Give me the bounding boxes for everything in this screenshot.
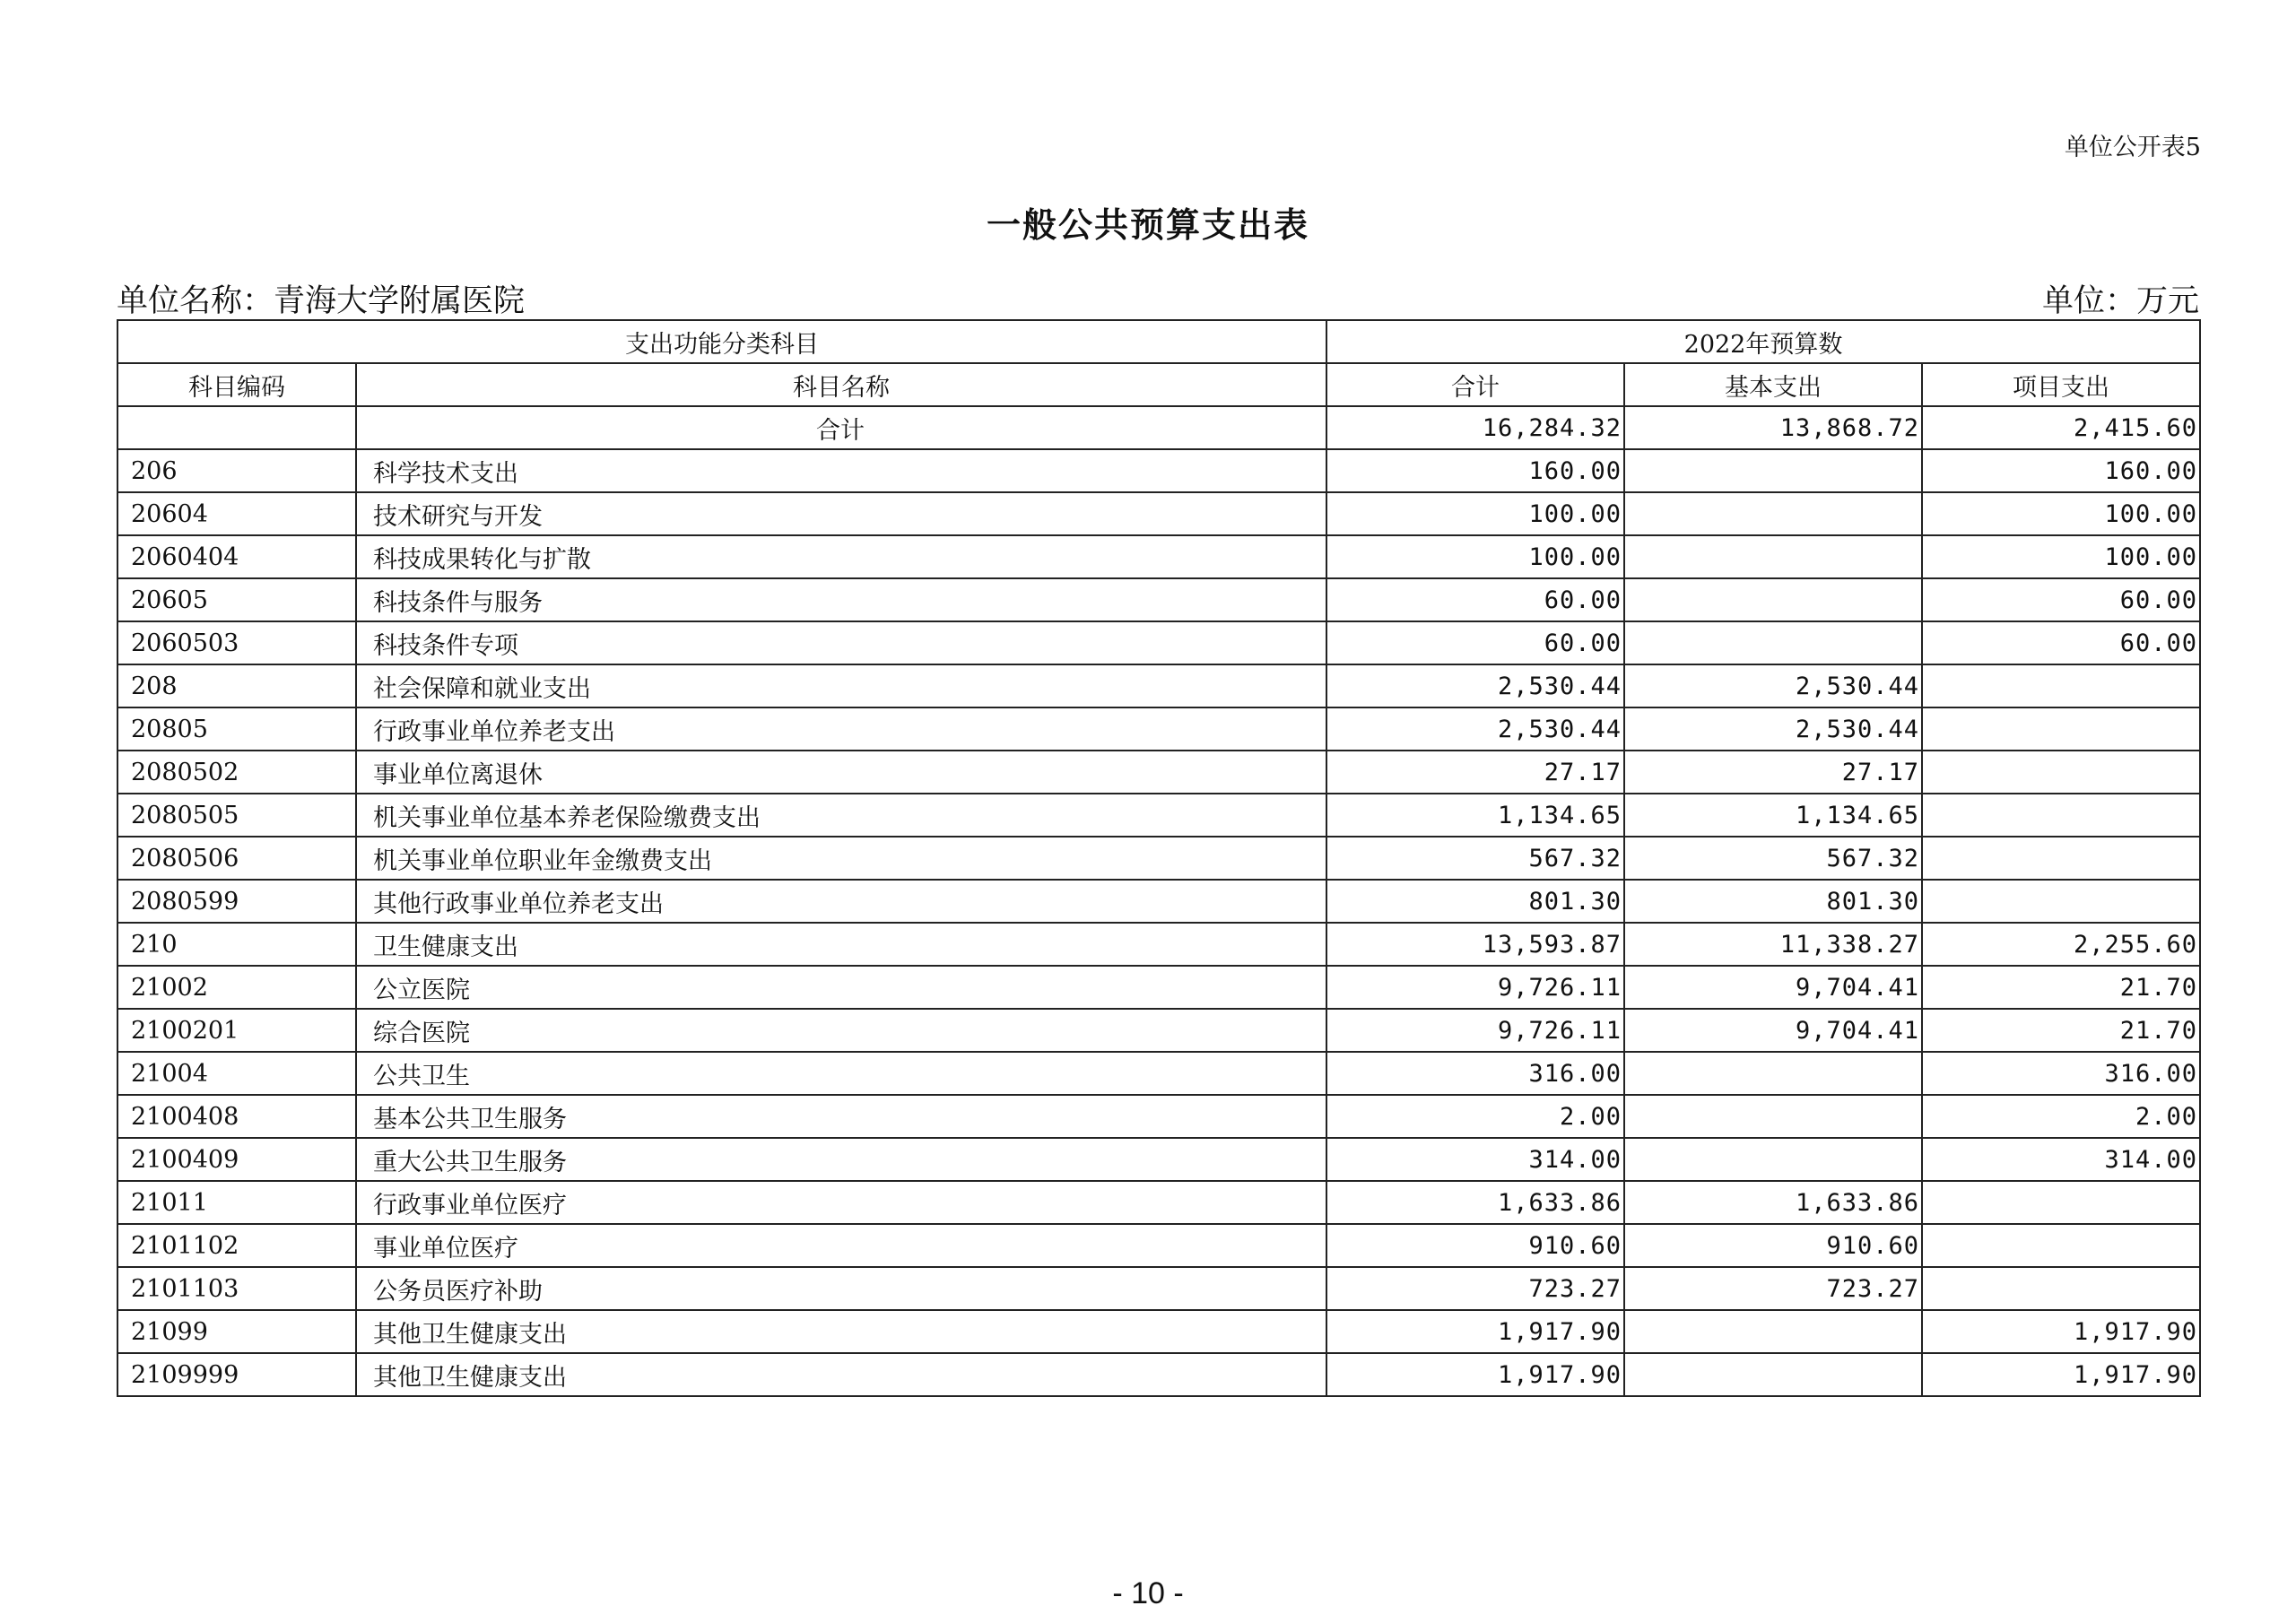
table-row [117,1310,2200,1353]
row-name: 事业单位离退休 [356,751,1326,794]
row-project [1922,751,2200,794]
row-name: 综合医院 [356,1009,1326,1052]
page-title: 一般公共预算支出表 [986,204,1309,245]
row-basic [1624,1138,1922,1181]
table-meta-row [117,276,2199,319]
table-row [117,966,2200,1009]
row-code: 206 [117,449,356,492]
total-row-code [117,406,356,449]
row-project: 100.00 [1922,492,2200,535]
row-code: 2101102 [117,1224,356,1267]
table-row [117,1052,2200,1095]
row-total: 723.27 [1326,1267,1624,1310]
row-project [1922,664,2200,707]
row-code: 21002 [117,966,356,1009]
table-row [117,1224,2200,1267]
row-project [1922,1224,2200,1267]
row-project: 1,917.90 [1922,1353,2200,1396]
row-code: 21004 [117,1052,356,1095]
row-total: 1,917.90 [1326,1353,1624,1396]
row-basic: 2,530.44 [1624,707,1922,751]
row-code: 208 [117,664,356,707]
table-row [117,1267,2200,1310]
form-number-label: 单位公开表5 [2064,134,2201,161]
row-total: 316.00 [1326,1052,1624,1095]
table-row [117,664,2200,707]
row-code: 2101103 [117,1267,356,1310]
row-name: 其他行政事业单位养老支出 [356,880,1326,923]
header-basic: 基本支出 [1624,363,1922,406]
row-code: 20605 [117,578,356,621]
row-name: 重大公共卫生服务 [356,1138,1326,1181]
row-total: 314.00 [1326,1138,1624,1181]
row-project [1922,880,2200,923]
row-code: 2109999 [117,1353,356,1396]
row-total: 9,726.11 [1326,1009,1624,1052]
row-name: 卫生健康支出 [356,923,1326,966]
row-code: 20805 [117,707,356,751]
row-total: 1,917.90 [1326,1310,1624,1353]
row-code: 2080506 [117,837,356,880]
unit-measure-label: 单位：万元 [2041,283,2199,319]
table-row [117,535,2200,578]
row-project [1922,707,2200,751]
row-basic: 567.32 [1624,837,1922,880]
row-basic [1624,578,1922,621]
row-name: 基本公共卫生服务 [356,1095,1326,1138]
row-code: 210 [117,923,356,966]
row-total: 27.17 [1326,751,1624,794]
page-number: - 10 - [1112,1576,1184,1610]
row-name: 科技条件专项 [356,621,1326,664]
row-basic: 1,134.65 [1624,794,1922,837]
row-total: 910.60 [1326,1224,1624,1267]
table-row [117,621,2200,664]
total-row-basic: 13,868.72 [1624,406,1922,449]
row-code: 2060503 [117,621,356,664]
row-total: 801.30 [1326,880,1624,923]
row-project: 2.00 [1922,1095,2200,1138]
row-project: 100.00 [1922,535,2200,578]
row-name: 公立医院 [356,966,1326,1009]
row-name: 机关事业单位职业年金缴费支出 [356,837,1326,880]
header-group-row [117,320,2200,363]
row-code: 2060404 [117,535,356,578]
row-project: 160.00 [1922,449,2200,492]
header-column-row [117,363,2200,406]
row-basic: 9,704.41 [1624,966,1922,1009]
header-total: 合计 [1326,363,1624,406]
row-project: 314.00 [1922,1138,2200,1181]
unit-name-label: 单位名称：青海大学附属医院 [117,283,526,319]
row-total: 60.00 [1326,621,1624,664]
row-project: 60.00 [1922,621,2200,664]
row-total: 160.00 [1326,449,1624,492]
row-name: 机关事业单位基本养老保险缴费支出 [356,794,1326,837]
row-code: 2100409 [117,1138,356,1181]
row-total: 100.00 [1326,492,1624,535]
row-project: 60.00 [1922,578,2200,621]
row-total: 2.00 [1326,1095,1624,1138]
header-code: 科目编码 [117,363,356,406]
table-row [117,707,2200,751]
header-project: 项目支出 [1922,363,2200,406]
row-total: 2,530.44 [1326,664,1624,707]
row-project [1922,837,2200,880]
row-basic: 2,530.44 [1624,664,1922,707]
row-name: 其他卫生健康支出 [356,1310,1326,1353]
row-project: 2,255.60 [1922,923,2200,966]
row-name: 科技条件与服务 [356,578,1326,621]
row-basic [1624,492,1922,535]
total-row-project: 2,415.60 [1922,406,2200,449]
row-name: 其他卫生健康支出 [356,1353,1326,1396]
row-basic [1624,449,1922,492]
row-code: 2080505 [117,794,356,837]
row-code: 2100408 [117,1095,356,1138]
row-code: 2080599 [117,880,356,923]
row-name: 科学技术支出 [356,449,1326,492]
row-total: 60.00 [1326,578,1624,621]
row-total: 1,134.65 [1326,794,1624,837]
table-row [117,578,2200,621]
row-project [1922,1267,2200,1310]
row-name: 行政事业单位医疗 [356,1181,1326,1224]
header-functional-classification: 支出功能分类科目 [117,320,1326,363]
row-basic: 910.60 [1624,1224,1922,1267]
table-row [117,923,2200,966]
row-name: 社会保障和就业支出 [356,664,1326,707]
row-name: 技术研究与开发 [356,492,1326,535]
row-name: 行政事业单位养老支出 [356,707,1326,751]
table-row [117,880,2200,923]
row-basic: 801.30 [1624,880,1922,923]
row-code: 20604 [117,492,356,535]
row-project: 1,917.90 [1922,1310,2200,1353]
row-basic: 27.17 [1624,751,1922,794]
row-basic [1624,535,1922,578]
row-basic [1624,1353,1922,1396]
row-code: 2080502 [117,751,356,794]
row-basic [1624,1310,1922,1353]
row-total: 1,633.86 [1326,1181,1624,1224]
header-name: 科目名称 [356,363,1326,406]
row-total: 567.32 [1326,837,1624,880]
table-row [117,1009,2200,1052]
total-row [117,406,2200,449]
row-name: 科技成果转化与扩散 [356,535,1326,578]
row-total: 9,726.11 [1326,966,1624,1009]
total-row-total: 16,284.32 [1326,406,1624,449]
total-row-name: 合计 [356,406,1326,449]
header-budget-2022: 2022年预算数 [1326,320,2200,363]
table-row [117,1181,2200,1224]
row-total: 2,530.44 [1326,707,1624,751]
row-code: 21099 [117,1310,356,1353]
row-project: 21.70 [1922,1009,2200,1052]
row-total: 13,593.87 [1326,923,1624,966]
table-row [117,1095,2200,1138]
row-name: 事业单位医疗 [356,1224,1326,1267]
row-basic [1624,621,1922,664]
row-basic: 9,704.41 [1624,1009,1922,1052]
row-name: 公务员医疗补助 [356,1267,1326,1310]
table-row [117,1138,2200,1181]
row-basic: 1,633.86 [1624,1181,1922,1224]
table-row [117,492,2200,535]
row-basic: 723.27 [1624,1267,1922,1310]
table-row [117,794,2200,837]
table-row [117,751,2200,794]
table-row [117,837,2200,880]
row-code: 2100201 [117,1009,356,1052]
row-basic [1624,1095,1922,1138]
row-project [1922,1181,2200,1224]
row-name: 公共卫生 [356,1052,1326,1095]
row-total: 100.00 [1326,535,1624,578]
row-basic [1624,1052,1922,1095]
table-row [117,1353,2200,1396]
row-code: 21011 [117,1181,356,1224]
row-project: 21.70 [1922,966,2200,1009]
row-basic: 11,338.27 [1624,923,1922,966]
row-project: 316.00 [1922,1052,2200,1095]
table-row [117,449,2200,492]
row-project [1922,794,2200,837]
budget-expenditure-table [117,319,2201,1397]
